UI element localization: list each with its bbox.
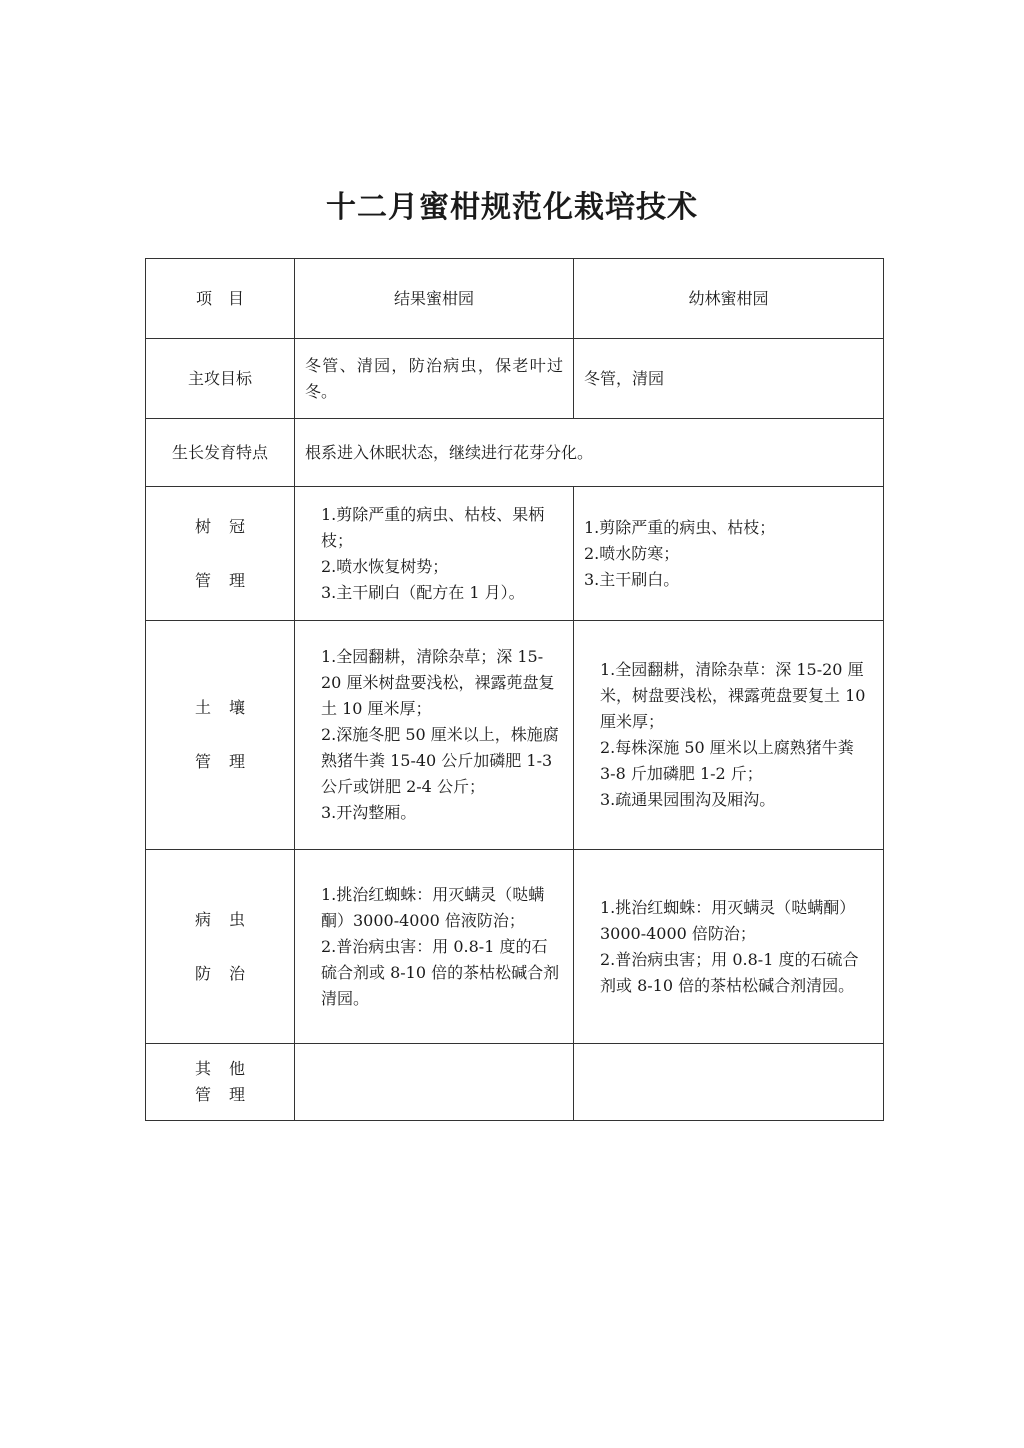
row-label-line: 管理 (194, 1085, 263, 1104)
fruiting-item: 2.深施冬肥 50 厘米以上，株施腐熟猪牛粪 15-40 公斤加磷肥 1-3 公斤或饼肥 2-4 公斤； (321, 725, 559, 796)
young-item: 1.挑治红蜘蛛：用灭螨灵（哒螨酮）3000-4000 倍防治； (600, 897, 856, 943)
fruiting-item: 1.剪除严重的病虫、枯枝、果柄枝； (321, 504, 545, 550)
fruiting-cell (295, 487, 574, 621)
table-row (146, 1044, 884, 1121)
fruiting-text: 冬管、清园，防治病虫，保老叶过冬。 (305, 355, 563, 401)
row-label-line: 病虫 (194, 909, 263, 929)
table-row (146, 419, 884, 487)
row-label-cell (146, 487, 295, 621)
fruiting-cell (295, 621, 574, 850)
young-text: 冬管，清园 (584, 368, 665, 388)
row-label-cell (146, 419, 295, 487)
young-item: 2.每株深施 50 厘米以上腐熟猪牛粪 3-8 斤加磷肥 1-2 斤； (600, 738, 854, 783)
young-cell (574, 850, 884, 1044)
young-item: 2.喷水防寒； (584, 543, 680, 563)
row-label-line: 防治 (194, 963, 263, 983)
fruiting-item: 2.普治病虫害：用 0.8-1 度的石硫合剂或 8-10 倍的茶枯松碱合剂清园。 (321, 936, 560, 1008)
fruiting-cell (295, 1044, 574, 1121)
row-label: 生长发育特点 (171, 442, 268, 462)
cultivation-table (145, 258, 884, 1121)
row-label-line: 管理 (194, 570, 263, 590)
row-label-cell (146, 1044, 295, 1121)
young-cell (574, 487, 884, 621)
young-item: 3.主干刷白。 (584, 569, 680, 589)
header-fruiting-label: 结果蜜柑园 (393, 288, 474, 308)
fruiting-cell (295, 850, 574, 1044)
table-header-row (146, 259, 884, 339)
young-cell (574, 339, 884, 419)
fruiting-item: 3.主干刷白（配方在 1 月）。 (321, 582, 525, 602)
row-label: 主攻目标 (187, 368, 252, 388)
fruiting-item: 2.喷水恢复树势； (321, 556, 449, 576)
young-cell (574, 1044, 884, 1121)
header-item-cell (146, 259, 295, 339)
young-item: 2.普治病虫害；用 0.8-1 度的石硫合剂或 8-10 倍的茶枯松碱合剂清园。 (600, 949, 859, 995)
young-item: 1.剪除严重的病虫、枯枝； (584, 517, 776, 537)
header-young-label: 幼林蜜柑园 (688, 288, 769, 308)
young-item: 3.疏通果园围沟及厢沟。 (600, 790, 776, 809)
table-row (146, 621, 884, 850)
row-label-line: 其他 (194, 1059, 263, 1078)
merged-cell (295, 419, 884, 487)
young-item: 1.全园翻耕，清除杂草：深 15-20 厘米，树盘要浅松，裸露蔸盘要复土 10 厘米厚； (600, 660, 866, 731)
row-label-line: 土壤 (194, 698, 263, 717)
header-fruiting-cell (295, 259, 574, 339)
fruiting-item: 3.开沟整厢。 (321, 803, 417, 822)
row-label-cell (146, 850, 295, 1044)
young-cell (574, 621, 884, 850)
merged-text: 根系进入休眠状态，继续进行花芽分化。 (305, 442, 594, 462)
row-label-cell (146, 621, 295, 850)
table-row (146, 339, 884, 419)
fruiting-cell (295, 339, 574, 419)
table-row (146, 487, 884, 621)
row-label-cell (146, 339, 295, 419)
page-title: 十二月蜜柑规范化栽培技术 (326, 190, 698, 225)
header-item-label: 项 目 (195, 288, 244, 308)
fruiting-item: 1.全园翻耕，清除杂草；深 15-20 厘米树盘要浅松，裸露蔸盘复土 10 厘米厚； (321, 647, 555, 718)
row-label-line: 树冠 (194, 516, 263, 536)
table-row (146, 850, 884, 1044)
fruiting-item: 1.挑治红蜘蛛：用灭螨灵（哒螨酮）3000-4000 倍液防治； (321, 884, 545, 930)
header-young-cell (574, 259, 884, 339)
row-label-line: 管理 (194, 752, 263, 771)
